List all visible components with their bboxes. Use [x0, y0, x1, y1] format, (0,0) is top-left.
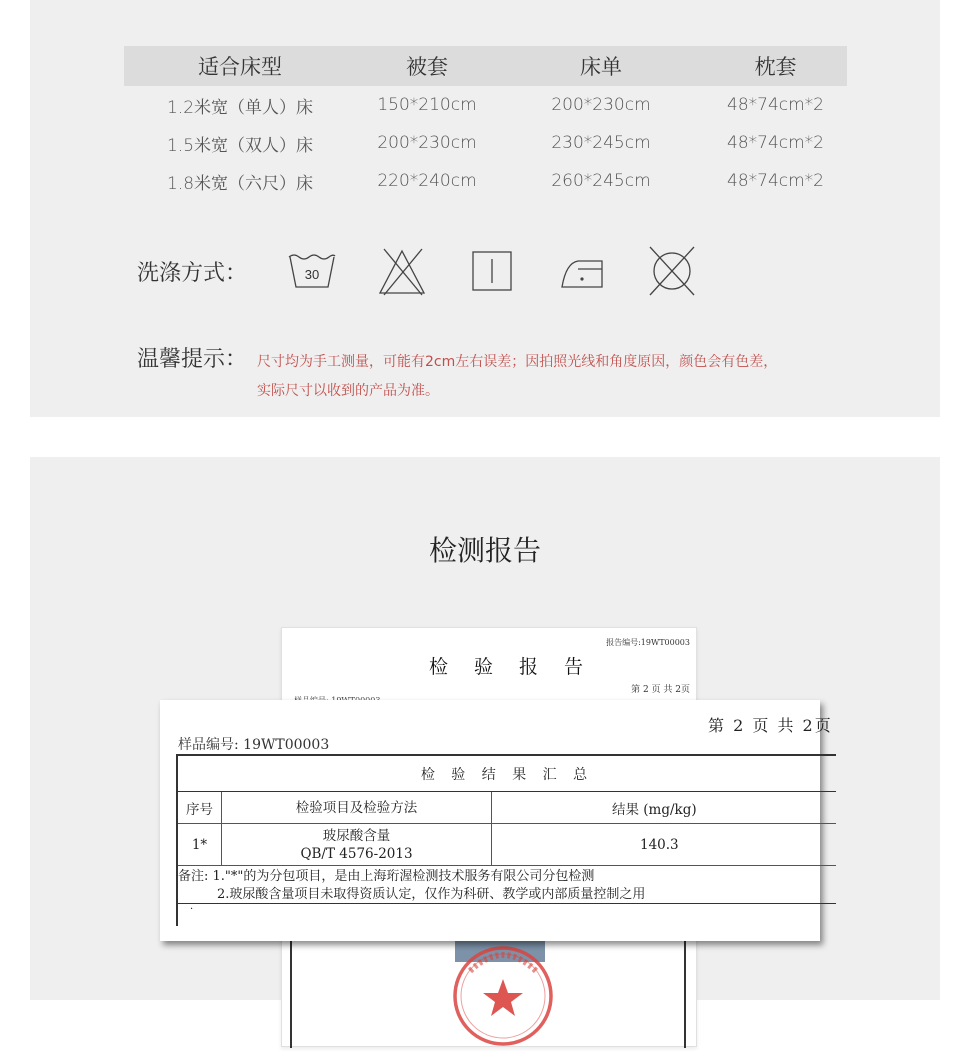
- pillowcase-size-cell: 48*74cm*2: [727, 171, 824, 191]
- row-method: QB/T 4576-2013: [300, 845, 413, 862]
- table-row: [124, 124, 847, 162]
- header-duvet-cover: 被套: [406, 55, 448, 79]
- front-page-number: 第 2 页 共 2页: [708, 716, 833, 735]
- wash-30-icon: [285, 243, 339, 299]
- front-sample-number: 样品编号: 19WT00003: [178, 737, 330, 753]
- note-line-2: 2.玻尿酸含量项目未取得资质认定，仅作为科研、教学或内部质量控制之用: [178, 887, 646, 902]
- washing-instructions: [137, 243, 735, 299]
- hang-dry-icon: [465, 243, 519, 299]
- tips-line-1: 尺寸均为手工测量，可能有2cm左右误差；因拍照光线和角度原因，颜色会有色差，: [257, 354, 778, 370]
- report-number: 报告编号:19WT00003: [606, 638, 690, 647]
- row-seq: 1*: [178, 824, 222, 865]
- results-header-row: [178, 792, 836, 824]
- bed-type-cell: 1.8米宽（六尺）床: [166, 173, 314, 194]
- table-tail-row: [178, 904, 836, 926]
- wash-temp-label: 30: [304, 267, 320, 282]
- results-summary-title: 检 验 结 果 汇 总: [178, 756, 836, 792]
- iron-low-icon: [555, 243, 609, 299]
- section-title: 检测报告: [428, 534, 541, 567]
- sheet-size-cell: 200*230cm: [551, 95, 651, 115]
- header-result: 结果 (mg/kg): [612, 801, 697, 818]
- table-row: [124, 86, 847, 124]
- header-seq: 序号: [178, 792, 222, 823]
- report-title: 检 验 报 告: [428, 656, 594, 678]
- test-report-panel: [30, 457, 940, 1000]
- size-table-header: [124, 46, 847, 86]
- header-bed-sheet: 床单: [580, 55, 622, 79]
- duvet-size-cell: 200*230cm: [377, 133, 477, 153]
- pillowcase-size-cell: 48*74cm*2: [727, 133, 824, 153]
- row-item: 玻尿酸含量: [322, 827, 391, 844]
- report-page-number: 第 2 页 共 2页: [631, 685, 690, 695]
- results-table: [176, 754, 836, 926]
- washing-label: 洗涤方式：: [137, 260, 248, 286]
- note-line-1: 备注: 1."*"的为分包项目，是由上海珩渥检测技术服务有限公司分包检测: [178, 869, 595, 884]
- report-front-sheet: [160, 700, 833, 941]
- header-item-method: 检验项目及检验方法: [222, 792, 492, 823]
- bed-type-cell: 1.2米宽（单人）床: [166, 97, 314, 118]
- duvet-size-cell: 150*210cm: [377, 95, 477, 115]
- sheet-size-cell: 230*245cm: [551, 133, 651, 153]
- row-result: 140.3: [640, 836, 679, 853]
- tips-label: 温馨提示：: [137, 347, 248, 372]
- do-not-bleach-icon: [375, 243, 429, 299]
- duvet-size-cell: 220*240cm: [377, 171, 477, 191]
- tail-dot: ·: [190, 904, 194, 915]
- table-row: [178, 824, 836, 866]
- tips-line-2: 实际尺寸以收到的产品为准。: [257, 383, 439, 399]
- do-not-tumble-dry-icon: [645, 243, 699, 299]
- size-table: [124, 46, 847, 200]
- header-pillowcase: 枕套: [754, 55, 797, 79]
- sheet-size-cell: 260*245cm: [551, 171, 651, 191]
- report-notes: [178, 866, 836, 904]
- row-item-method: [222, 824, 492, 865]
- bed-type-cell: 1.5米宽（双人）床: [166, 135, 314, 156]
- official-seal-stamp: [448, 931, 558, 1051]
- table-row: [124, 162, 847, 200]
- header-bed-type: 适合床型: [198, 55, 282, 79]
- size-info-panel: [30, 0, 940, 417]
- pillowcase-size-cell: 48*74cm*2: [727, 95, 824, 115]
- tips-text: [257, 348, 857, 406]
